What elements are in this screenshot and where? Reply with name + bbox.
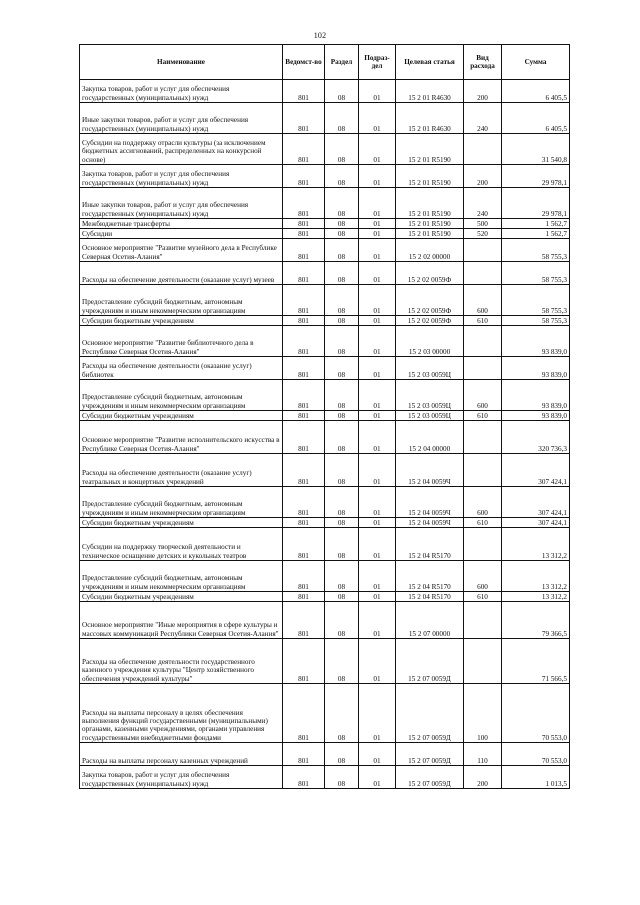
header-podrazdel: Подраз-дел: [359, 45, 396, 80]
cell-razdel: 08: [325, 229, 359, 239]
cell-name: Расходы на обеспечение деятельности государственного казенного учреждения культуры "Центр хозяйственного обеспечения учреждений культуры": [80, 639, 283, 684]
cell-podrazdel: 01: [359, 684, 396, 743]
cell-celevaya-statya: 15 2 02 00000: [396, 239, 464, 262]
cell-vid-raskhoda: 610: [464, 411, 502, 421]
cell-celevaya-statya: 15 2 03 0059Ц: [396, 357, 464, 380]
cell-vedomstvo: 801: [283, 411, 325, 421]
cell-vid-raskhoda: 600: [464, 285, 502, 316]
cell-vid-raskhoda: 240: [464, 103, 502, 134]
header-razdel: Раздел: [325, 45, 359, 80]
cell-razdel: 08: [325, 219, 359, 229]
cell-summa: 93 839,0: [502, 326, 570, 357]
cell-podrazdel: 01: [359, 421, 396, 454]
cell-vedomstvo: 801: [283, 357, 325, 380]
cell-name: Основное мероприятие "Развитие исполнительского искусства в Республике Северная Осетия-Алания": [80, 421, 283, 454]
cell-celevaya-statya: 15 2 04 0059Ч: [396, 454, 464, 487]
table-row: [80, 229, 570, 239]
cell-summa: 1 013,5: [502, 766, 570, 789]
table-row: [80, 326, 570, 357]
header-vid-raskhoda: Вид расхода: [464, 45, 502, 80]
table-row: [80, 134, 570, 165]
table-header-row: [80, 45, 570, 80]
table-row: [80, 411, 570, 421]
cell-vedomstvo: 801: [283, 239, 325, 262]
cell-name: Основное мероприятие "Развитие библиотечного дела в Республике Северная Осетия-Алания": [80, 326, 283, 357]
cell-summa: 320 736,3: [502, 421, 570, 454]
cell-name: Субсидии бюджетным учреждениям: [80, 592, 283, 602]
cell-celevaya-statya: 15 2 02 0059Ф: [396, 285, 464, 316]
cell-razdel: 08: [325, 487, 359, 518]
cell-podrazdel: 01: [359, 103, 396, 134]
cell-podrazdel: 01: [359, 639, 396, 684]
cell-name: Предоставление субсидий бюджетным, автономным учреждениям и иным некоммерческим организациям: [80, 380, 283, 411]
cell-name: Субсидии на поддержку отрасли культуры (за исключением бюджетных ассигнований, распределенных на конкурсной основе): [80, 134, 283, 165]
cell-name: Основное мероприятие "Развитие музейного дела в Республике Северная Осетия-Алания": [80, 239, 283, 262]
header-vedomstvo: Ведомст-во: [283, 45, 325, 80]
cell-vid-raskhoda: 600: [464, 487, 502, 518]
cell-razdel: 08: [325, 285, 359, 316]
cell-name: Закупка товаров, работ и услуг для обеспечения государственных (муниципальных) нужд: [80, 165, 283, 188]
cell-name: Субсидии: [80, 229, 283, 239]
table-row: [80, 487, 570, 518]
cell-name: Расходы на выплаты персоналу казенных учреждений: [80, 743, 283, 766]
cell-vid-raskhoda: 200: [464, 80, 502, 103]
table-row: [80, 380, 570, 411]
cell-razdel: 08: [325, 411, 359, 421]
cell-summa: 6 405,5: [502, 80, 570, 103]
cell-vid-raskhoda: 600: [464, 561, 502, 592]
cell-podrazdel: 01: [359, 326, 396, 357]
cell-vedomstvo: 801: [283, 229, 325, 239]
cell-vedomstvo: 801: [283, 684, 325, 743]
table-row: [80, 743, 570, 766]
cell-celevaya-statya: 15 2 07 0059Д: [396, 766, 464, 789]
table-row: [80, 639, 570, 684]
cell-vid-raskhoda: [464, 262, 502, 285]
cell-vid-raskhoda: [464, 421, 502, 454]
cell-summa: 1 562,7: [502, 229, 570, 239]
table-row: [80, 219, 570, 229]
cell-vid-raskhoda: [464, 239, 502, 262]
cell-vid-raskhoda: 610: [464, 592, 502, 602]
cell-vedomstvo: 801: [283, 80, 325, 103]
cell-summa: 58 755,3: [502, 239, 570, 262]
table-row: [80, 602, 570, 639]
cell-vid-raskhoda: [464, 357, 502, 380]
table-row: [80, 561, 570, 592]
table-row: [80, 239, 570, 262]
cell-celevaya-statya: 15 2 01 R4630: [396, 80, 464, 103]
cell-celevaya-statya: 15 2 04 0059Ч: [396, 487, 464, 518]
cell-razdel: 08: [325, 103, 359, 134]
cell-vid-raskhoda: 610: [464, 518, 502, 528]
cell-podrazdel: 01: [359, 411, 396, 421]
cell-vid-raskhoda: [464, 454, 502, 487]
table-row: [80, 518, 570, 528]
cell-vedomstvo: 801: [283, 421, 325, 454]
cell-podrazdel: 01: [359, 229, 396, 239]
cell-celevaya-statya: 15 2 04 00000: [396, 421, 464, 454]
cell-podrazdel: 01: [359, 528, 396, 561]
cell-podrazdel: 01: [359, 357, 396, 380]
cell-summa: 1 562,7: [502, 219, 570, 229]
cell-razdel: 08: [325, 592, 359, 602]
table-row: [80, 357, 570, 380]
cell-podrazdel: 01: [359, 561, 396, 592]
cell-summa: 93 839,0: [502, 411, 570, 421]
cell-podrazdel: 01: [359, 454, 396, 487]
cell-celevaya-statya: 15 2 04 0059Ч: [396, 518, 464, 528]
cell-podrazdel: 01: [359, 743, 396, 766]
header-name: Наименование: [80, 45, 283, 80]
cell-name: Расходы на обеспечение деятельности (оказание услуг) театральных и концертных учреждений: [80, 454, 283, 487]
cell-vedomstvo: 801: [283, 639, 325, 684]
cell-podrazdel: 01: [359, 262, 396, 285]
cell-vedomstvo: 801: [283, 561, 325, 592]
table-row: [80, 766, 570, 789]
table-row: [80, 80, 570, 103]
table-row: [80, 165, 570, 188]
cell-name: Предоставление субсидий бюджетным, автономным учреждениям и иным некоммерческим организациям: [80, 487, 283, 518]
cell-summa: 31 540,8: [502, 134, 570, 165]
cell-name: Предоставление субсидий бюджетным, автономным учреждениям и иным некоммерческим организациям: [80, 561, 283, 592]
cell-vid-raskhoda: 200: [464, 766, 502, 789]
cell-summa: 6 405,5: [502, 103, 570, 134]
cell-vid-raskhoda: [464, 639, 502, 684]
cell-vedomstvo: 801: [283, 262, 325, 285]
cell-razdel: 08: [325, 602, 359, 639]
cell-celevaya-statya: 15 2 04 R5170: [396, 528, 464, 561]
cell-vedomstvo: 801: [283, 380, 325, 411]
cell-celevaya-statya: 15 2 01 R5190: [396, 134, 464, 165]
cell-vedomstvo: 801: [283, 285, 325, 316]
cell-name: Субсидии бюджетным учреждениям: [80, 316, 283, 326]
cell-vid-raskhoda: [464, 528, 502, 561]
cell-podrazdel: 01: [359, 219, 396, 229]
cell-summa: 79 366,5: [502, 602, 570, 639]
cell-name: Закупка товаров, работ и услуг для обеспечения государственных (муниципальных) нужд: [80, 766, 283, 789]
cell-podrazdel: 01: [359, 518, 396, 528]
table-row: [80, 454, 570, 487]
cell-summa: 70 553,0: [502, 743, 570, 766]
cell-summa: 58 755,3: [502, 316, 570, 326]
cell-razdel: 08: [325, 743, 359, 766]
cell-podrazdel: 01: [359, 766, 396, 789]
cell-razdel: 08: [325, 380, 359, 411]
cell-vid-raskhoda: 110: [464, 743, 502, 766]
cell-razdel: 08: [325, 239, 359, 262]
cell-vid-raskhoda: 520: [464, 229, 502, 239]
cell-vid-raskhoda: [464, 134, 502, 165]
cell-celevaya-statya: 15 2 01 R5190: [396, 165, 464, 188]
cell-razdel: 08: [325, 134, 359, 165]
cell-razdel: 08: [325, 561, 359, 592]
cell-summa: 307 424,1: [502, 518, 570, 528]
table-row: [80, 262, 570, 285]
cell-celevaya-statya: 15 2 04 R5170: [396, 592, 464, 602]
cell-vid-raskhoda: 100: [464, 684, 502, 743]
cell-vedomstvo: 801: [283, 528, 325, 561]
cell-razdel: 08: [325, 357, 359, 380]
cell-name: Иные закупки товаров, работ и услуг для обеспечения государственных (муниципальных) нужд: [80, 188, 283, 219]
cell-name: Предоставление субсидий бюджетным, автономным учреждениям и иным некоммерческим организациям: [80, 285, 283, 316]
cell-vedomstvo: 801: [283, 454, 325, 487]
cell-name: Закупка товаров, работ и услуг для обеспечения государственных (муниципальных) нужд: [80, 80, 283, 103]
cell-razdel: 08: [325, 421, 359, 454]
cell-celevaya-statya: 15 2 01 R5190: [396, 229, 464, 239]
cell-razdel: 08: [325, 518, 359, 528]
cell-podrazdel: 01: [359, 316, 396, 326]
cell-razdel: 08: [325, 528, 359, 561]
cell-celevaya-statya: 15 2 02 0059Ф: [396, 262, 464, 285]
cell-vid-raskhoda: 200: [464, 165, 502, 188]
budget-table: [79, 44, 570, 789]
cell-celevaya-statya: 15 2 03 00000: [396, 326, 464, 357]
cell-celevaya-statya: 15 2 01 R5190: [396, 219, 464, 229]
table-row: [80, 592, 570, 602]
cell-razdel: 08: [325, 766, 359, 789]
table-row: [80, 528, 570, 561]
cell-vedomstvo: 801: [283, 743, 325, 766]
cell-vid-raskhoda: 600: [464, 380, 502, 411]
cell-razdel: 08: [325, 262, 359, 285]
cell-razdel: 08: [325, 316, 359, 326]
cell-celevaya-statya: 15 2 07 0059Д: [396, 743, 464, 766]
cell-summa: 307 424,1: [502, 487, 570, 518]
cell-vedomstvo: 801: [283, 326, 325, 357]
table-row: [80, 684, 570, 743]
cell-razdel: 08: [325, 188, 359, 219]
cell-name: Субсидии бюджетным учреждениям: [80, 411, 283, 421]
cell-summa: 70 553,0: [502, 684, 570, 743]
cell-summa: 58 755,3: [502, 262, 570, 285]
cell-summa: 58 755,3: [502, 285, 570, 316]
cell-summa: 93 839,0: [502, 357, 570, 380]
cell-razdel: 08: [325, 639, 359, 684]
table-row: [80, 188, 570, 219]
cell-summa: 29 978,1: [502, 188, 570, 219]
cell-vedomstvo: 801: [283, 602, 325, 639]
cell-razdel: 08: [325, 684, 359, 743]
cell-vid-raskhoda: [464, 326, 502, 357]
cell-podrazdel: 01: [359, 380, 396, 411]
cell-razdel: 08: [325, 80, 359, 103]
cell-celevaya-statya: 15 2 07 0059Д: [396, 639, 464, 684]
cell-vid-raskhoda: 610: [464, 316, 502, 326]
cell-razdel: 08: [325, 454, 359, 487]
cell-name: Расходы на обеспечение деятельности (оказание услуг) библиотек: [80, 357, 283, 380]
cell-podrazdel: 01: [359, 285, 396, 316]
cell-vid-raskhoda: 500: [464, 219, 502, 229]
cell-name: Субсидии на поддержку творческой деятельности и техническое оснащение детских и кукольных театров: [80, 528, 283, 561]
cell-celevaya-statya: 15 2 03 0059Ц: [396, 411, 464, 421]
header-celevaya-statya: Целевая статья: [396, 45, 464, 80]
cell-vid-raskhoda: [464, 602, 502, 639]
cell-vedomstvo: 801: [283, 487, 325, 518]
cell-vedomstvo: 801: [283, 165, 325, 188]
cell-name: Межбюджетные трансферты: [80, 219, 283, 229]
cell-celevaya-statya: 15 2 04 R5170: [396, 561, 464, 592]
cell-vedomstvo: 801: [283, 316, 325, 326]
cell-podrazdel: 01: [359, 188, 396, 219]
cell-celevaya-statya: 15 2 07 00000: [396, 602, 464, 639]
cell-razdel: 08: [325, 326, 359, 357]
cell-vedomstvo: 801: [283, 219, 325, 229]
cell-celevaya-statya: 15 2 01 R5190: [396, 188, 464, 219]
cell-podrazdel: 01: [359, 602, 396, 639]
cell-vedomstvo: 801: [283, 766, 325, 789]
cell-vedomstvo: 801: [283, 134, 325, 165]
cell-celevaya-statya: 15 2 07 0059Д: [396, 684, 464, 743]
cell-name: Расходы на обеспечение деятельности (оказание услуг) музеев: [80, 262, 283, 285]
cell-name: Основное мероприятие "Иные мероприятия в сфере культуры и массовых коммуникаций Республики Северная Осетия-Алания": [80, 602, 283, 639]
cell-podrazdel: 01: [359, 239, 396, 262]
cell-name: Иные закупки товаров, работ и услуг для обеспечения государственных (муниципальных) нужд: [80, 103, 283, 134]
table-row: [80, 103, 570, 134]
cell-summa: 29 978,1: [502, 165, 570, 188]
cell-summa: 13 312,2: [502, 528, 570, 561]
cell-name: Расходы на выплаты персоналу в целях обеспечения выполнения функций государственными (муниципальными) органами, казенными учреждениями, органами управления государственными внебюджетными фондами: [80, 684, 283, 743]
cell-name: Субсидии бюджетным учреждениям: [80, 518, 283, 528]
cell-summa: 13 312,2: [502, 592, 570, 602]
cell-podrazdel: 01: [359, 592, 396, 602]
page-number: 102: [313, 31, 327, 40]
cell-podrazdel: 01: [359, 134, 396, 165]
table-row: [80, 316, 570, 326]
table-body: [80, 80, 570, 789]
table-row: [80, 285, 570, 316]
cell-vedomstvo: 801: [283, 188, 325, 219]
cell-celevaya-statya: 15 2 02 0059Ф: [396, 316, 464, 326]
cell-vedomstvo: 801: [283, 103, 325, 134]
header-summa: Сумма: [502, 45, 570, 80]
cell-summa: 13 312,2: [502, 561, 570, 592]
cell-summa: 71 566,5: [502, 639, 570, 684]
table-row: [80, 421, 570, 454]
cell-celevaya-statya: 15 2 03 0059Ц: [396, 380, 464, 411]
cell-razdel: 08: [325, 165, 359, 188]
cell-celevaya-statya: 15 2 01 R4630: [396, 103, 464, 134]
cell-vid-raskhoda: 240: [464, 188, 502, 219]
cell-summa: 93 839,0: [502, 380, 570, 411]
cell-vedomstvo: 801: [283, 592, 325, 602]
cell-podrazdel: 01: [359, 487, 396, 518]
cell-summa: 307 424,1: [502, 454, 570, 487]
cell-podrazdel: 01: [359, 80, 396, 103]
cell-podrazdel: 01: [359, 165, 396, 188]
cell-vedomstvo: 801: [283, 518, 325, 528]
